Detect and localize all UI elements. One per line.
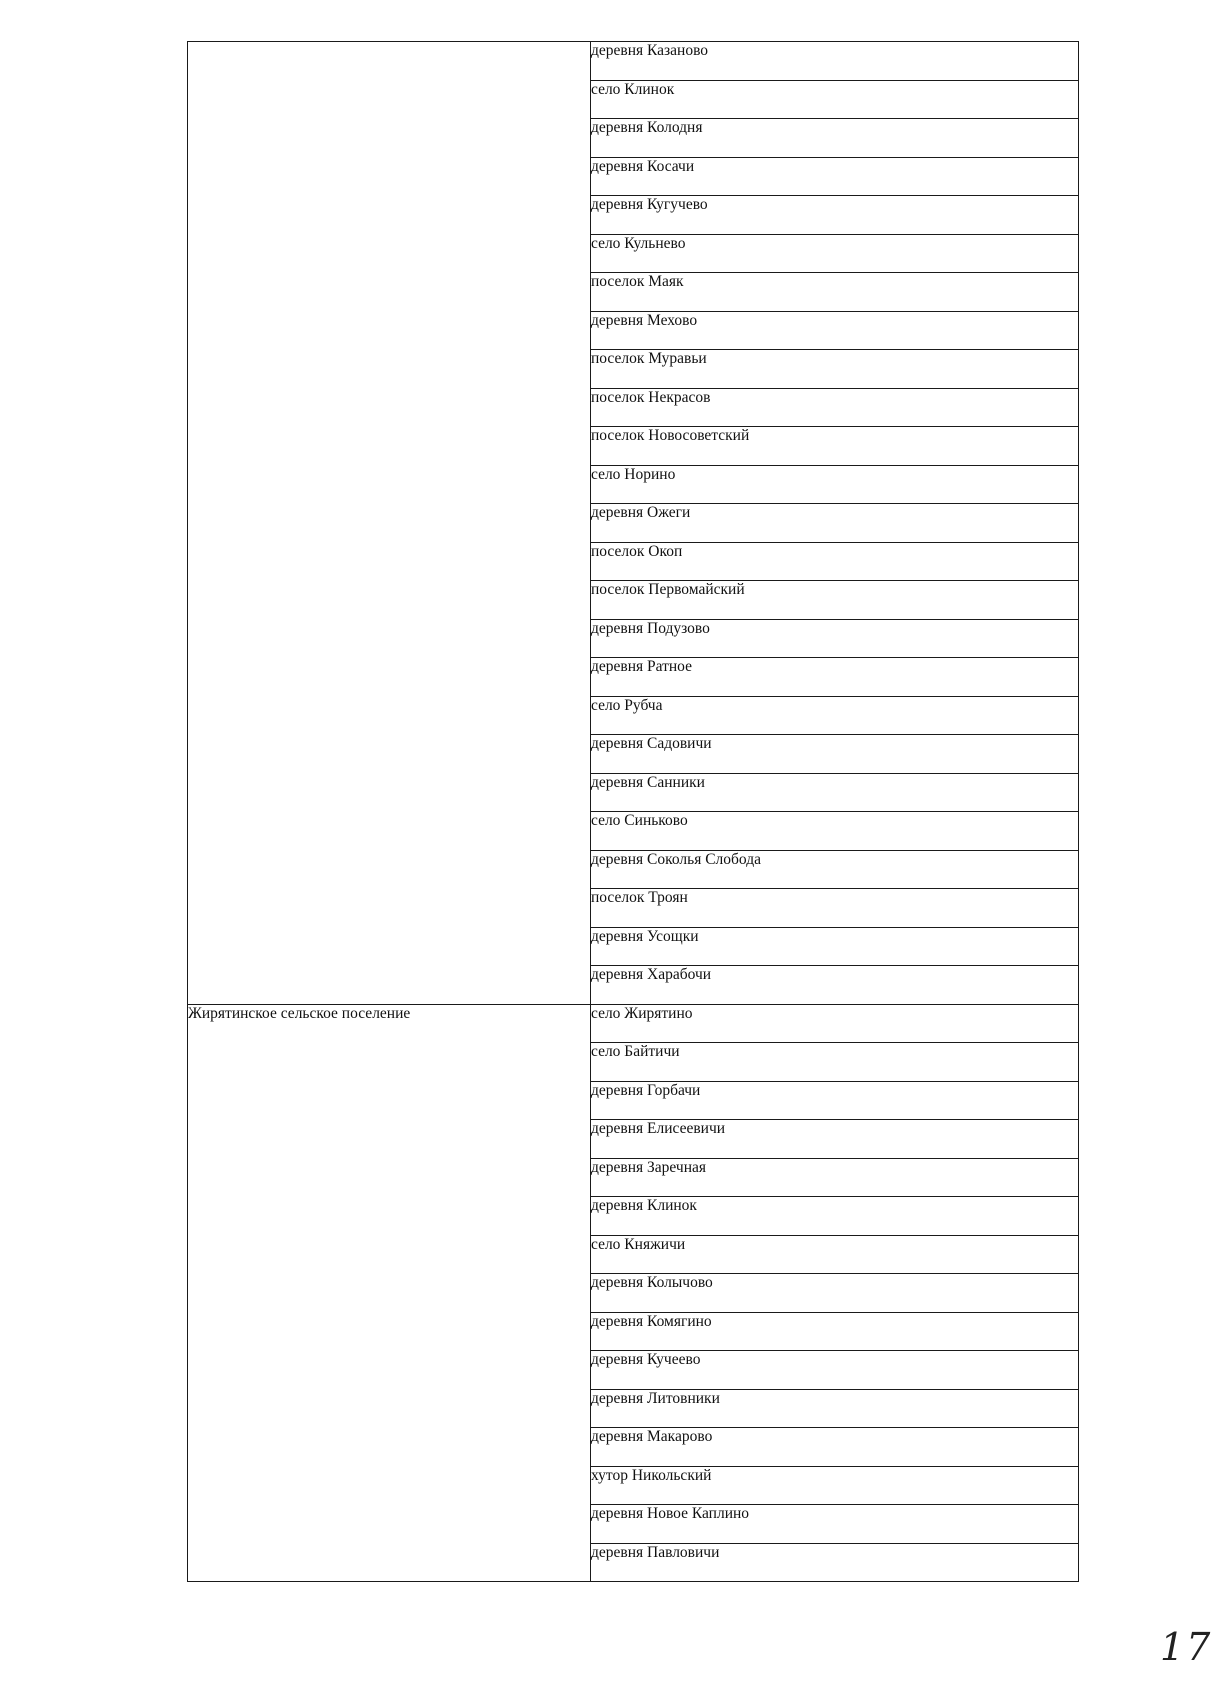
locality-cell: деревня Казаново	[591, 42, 1079, 81]
locality-cell: поселок Первомайский	[591, 581, 1079, 620]
locality-cell: деревня Новое Каплино	[591, 1505, 1079, 1544]
table-row	[188, 42, 1079, 81]
locality-cell: деревня Ратное	[591, 658, 1079, 697]
locality-cell: деревня Кугучево	[591, 196, 1079, 235]
locality-cell: поселок Окоп	[591, 542, 1079, 581]
locality-cell: деревня Садовичи	[591, 735, 1079, 774]
page-number: 17	[1160, 1625, 1212, 1669]
locality-cell: деревня Литовники	[591, 1389, 1079, 1428]
locality-cell: деревня Колычово	[591, 1274, 1079, 1313]
locality-cell: село Жирятино	[591, 1004, 1079, 1043]
locality-cell: деревня Заречная	[591, 1158, 1079, 1197]
table-row	[188, 1004, 1079, 1043]
settlements-table-body	[188, 42, 1079, 1582]
locality-cell: село Княжичи	[591, 1235, 1079, 1274]
locality-cell: хутор Никольский	[591, 1466, 1079, 1505]
locality-cell: деревня Подузово	[591, 619, 1079, 658]
locality-cell: деревня Кучеево	[591, 1351, 1079, 1390]
locality-cell: село Кульнево	[591, 234, 1079, 273]
locality-cell: деревня Комягино	[591, 1312, 1079, 1351]
locality-cell: деревня Макарово	[591, 1428, 1079, 1467]
settlement-name-cell	[188, 42, 591, 1005]
locality-cell: деревня Ожеги	[591, 504, 1079, 543]
locality-cell: село Норино	[591, 465, 1079, 504]
locality-cell: деревня Елисеевичи	[591, 1120, 1079, 1159]
locality-cell: деревня Косачи	[591, 157, 1079, 196]
locality-cell: село Клинок	[591, 80, 1079, 119]
locality-cell: деревня Усощки	[591, 927, 1079, 966]
locality-cell: деревня Мехово	[591, 311, 1079, 350]
locality-cell: село Рубча	[591, 696, 1079, 735]
locality-cell: село Синьково	[591, 812, 1079, 851]
locality-cell: деревня Соколья Слобода	[591, 850, 1079, 889]
locality-cell: село Байтичи	[591, 1043, 1079, 1082]
locality-cell: деревня Клинок	[591, 1197, 1079, 1236]
locality-cell: поселок Некрасов	[591, 388, 1079, 427]
settlements-table	[187, 41, 1079, 1582]
locality-cell: деревня Павловичи	[591, 1543, 1079, 1582]
locality-cell: поселок Новосоветский	[591, 427, 1079, 466]
locality-cell: деревня Колодня	[591, 119, 1079, 158]
settlement-name-cell: Жирятинское сельское поселение	[188, 1004, 591, 1582]
locality-cell: поселок Троян	[591, 889, 1079, 928]
locality-cell: деревня Харабочи	[591, 966, 1079, 1005]
locality-cell: деревня Горбачи	[591, 1081, 1079, 1120]
locality-cell: поселок Муравьи	[591, 350, 1079, 389]
locality-cell: поселок Маяк	[591, 273, 1079, 312]
locality-cell: деревня Санники	[591, 773, 1079, 812]
